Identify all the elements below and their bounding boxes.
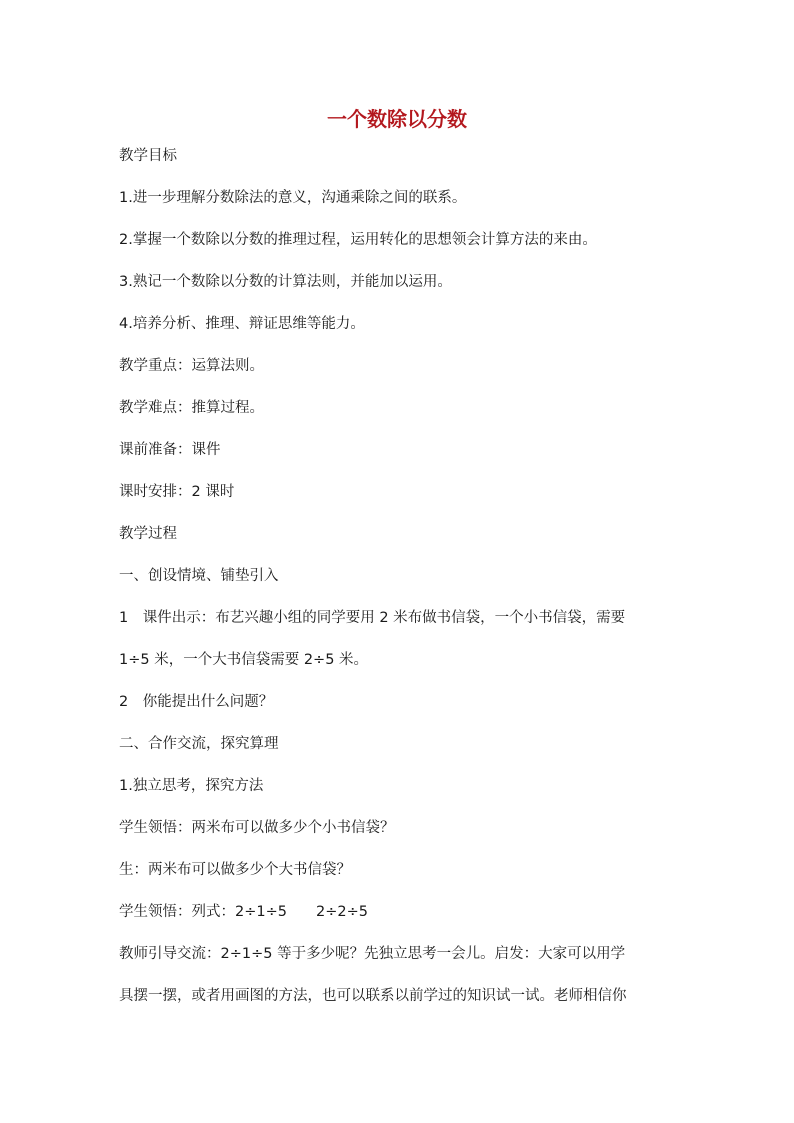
- goal-item-4: 4.培养分析、推理、辩证思维等能力。: [119, 316, 365, 332]
- goal-item-2: 2.掌握一个数除以分数的推理过程，运用转化的思想领会计算方法的来由。: [119, 232, 597, 248]
- paragraph-line: 学生领悟：两米布可以做多少个小书信袋？: [119, 820, 395, 836]
- paragraph-line: 学生领悟：列式：2÷1÷5 2÷2÷5: [119, 904, 368, 920]
- goal-item-3: 3.熟记一个数除以分数的计算法则，并能加以运用。: [119, 274, 452, 290]
- goal-item-1: 1.进一步理解分数除法的意义，沟通乘除之间的联系。: [119, 190, 467, 206]
- paragraph-line: 具摆一摆，或者用画图的方法，也可以联系以前学过的知识试一试。老师相信你: [119, 988, 627, 1004]
- teaching-focus: 教学重点：运算法则。: [119, 358, 264, 374]
- section-heading-teaching-goals: 教学目标: [119, 148, 177, 164]
- preparation: 课前准备：课件: [119, 442, 221, 458]
- paragraph-line: 2 你能提出什么问题？: [119, 694, 274, 710]
- document-title: 一个数除以分数: [327, 107, 467, 131]
- document-body: [119, 146, 679, 1028]
- paragraph-line: 生：两米布可以做多少个大书信袋？: [119, 862, 351, 878]
- subsection-heading: 1.独立思考，探究方法: [119, 778, 264, 794]
- part-1-heading: 一、创设情境、铺垫引入: [119, 568, 279, 584]
- paragraph-line: 1 课件出示：布艺兴趣小组的同学要用 2 米布做书信袋，一个小书信袋，需要: [119, 610, 626, 626]
- section-heading-teaching-process: 教学过程: [119, 526, 177, 542]
- part-2-heading: 二、合作交流，探究算理: [119, 736, 279, 752]
- teaching-difficulty: 教学难点：推算过程。: [119, 400, 264, 416]
- schedule: 课时安排：2 课时: [119, 484, 235, 500]
- paragraph-line: 教师引导交流：2÷1÷5 等于多少呢？先独立思考一会儿。启发：大家可以用学: [119, 946, 626, 962]
- paragraph-line: 1÷5 米，一个大书信袋需要 2÷5 米。: [119, 652, 369, 668]
